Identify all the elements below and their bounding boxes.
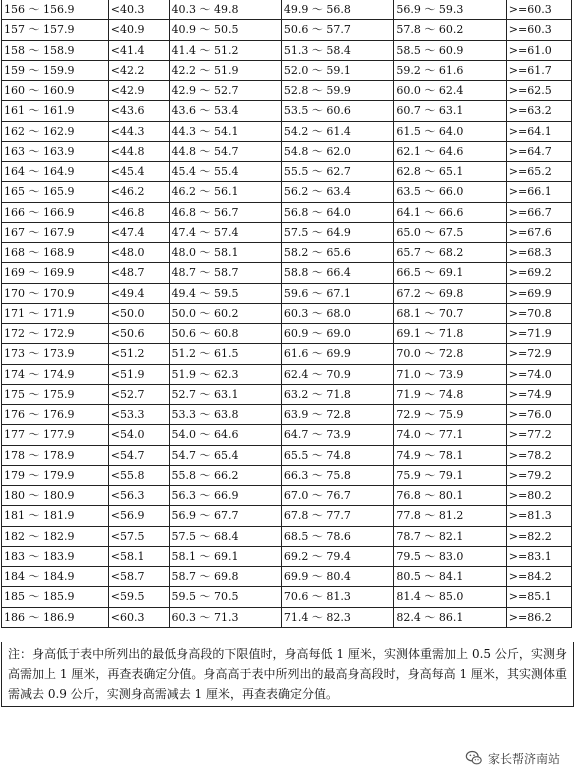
height-range-cell: 177 ～ 177.9	[2, 425, 109, 445]
below-threshold-cell: <56.9	[108, 506, 169, 526]
height-range-cell: 180 ～ 180.9	[2, 486, 109, 506]
range-cell-4: 60.0 ～ 62.4	[394, 81, 506, 101]
above-threshold-cell: >=60.3	[506, 20, 571, 40]
above-threshold-cell: >=72.9	[506, 344, 571, 364]
below-threshold-cell: <42.9	[108, 81, 169, 101]
below-threshold-cell: <44.8	[108, 141, 169, 161]
range-cell-3: 60.9 ～ 69.0	[281, 324, 393, 344]
below-threshold-cell: <46.8	[108, 202, 169, 222]
range-cell-4: 68.1 ～ 70.7	[394, 303, 506, 323]
above-threshold-cell: >=67.6	[506, 222, 571, 242]
range-cell-4: 65.0 ～ 67.5	[394, 222, 506, 242]
height-range-cell: 160 ～ 160.9	[2, 81, 109, 101]
above-threshold-cell: >=83.1	[506, 546, 571, 566]
height-range-cell: 179 ～ 179.9	[2, 465, 109, 485]
above-threshold-cell: >=74.0	[506, 364, 571, 384]
above-threshold-cell: >=61.0	[506, 40, 571, 60]
above-threshold-cell: >=60.3	[506, 0, 571, 20]
range-cell-2: 53.3 ～ 63.8	[169, 405, 281, 425]
above-threshold-cell: >=62.5	[506, 81, 571, 101]
above-threshold-cell: >=85.1	[506, 587, 571, 607]
table-row	[2, 607, 572, 627]
range-cell-2: 55.8 ～ 66.2	[169, 465, 281, 485]
above-threshold-cell: >=79.2	[506, 465, 571, 485]
range-cell-4: 78.7 ～ 82.1	[394, 526, 506, 546]
height-range-cell: 173 ～ 173.9	[2, 344, 109, 364]
range-cell-3: 71.4 ～ 82.3	[281, 607, 393, 627]
table-row	[2, 81, 572, 101]
range-cell-2: 47.4 ～ 57.4	[169, 222, 281, 242]
range-cell-3: 70.6 ～ 81.3	[281, 587, 393, 607]
range-cell-3: 52.8 ～ 59.9	[281, 81, 393, 101]
below-threshold-cell: <51.9	[108, 364, 169, 384]
range-cell-3: 69.9 ～ 80.4	[281, 567, 393, 587]
height-range-cell: 166 ～ 166.9	[2, 202, 109, 222]
range-cell-3: 52.0 ～ 59.1	[281, 60, 393, 80]
range-cell-4: 69.1 ～ 71.8	[394, 324, 506, 344]
above-threshold-cell: >=65.2	[506, 162, 571, 182]
range-cell-2: 56.9 ～ 67.7	[169, 506, 281, 526]
range-cell-3: 55.5 ～ 62.7	[281, 162, 393, 182]
range-cell-4: 80.5 ～ 84.1	[394, 567, 506, 587]
below-threshold-cell: <60.3	[108, 607, 169, 627]
height-range-cell: 161 ～ 161.9	[2, 101, 109, 121]
below-threshold-cell: <55.8	[108, 465, 169, 485]
range-cell-3: 65.5 ～ 74.8	[281, 445, 393, 465]
height-range-cell: 183 ～ 183.9	[2, 546, 109, 566]
range-cell-2: 41.4 ～ 51.2	[169, 40, 281, 60]
height-range-cell: 175 ～ 175.9	[2, 384, 109, 404]
height-range-cell: 182 ～ 182.9	[2, 526, 109, 546]
height-range-cell: 172 ～ 172.9	[2, 324, 109, 344]
above-threshold-cell: >=64.1	[506, 121, 571, 141]
height-range-cell: 186 ～ 186.9	[2, 607, 109, 627]
range-cell-4: 58.5 ～ 60.9	[394, 40, 506, 60]
watermark-text: 家长帮济南站	[487, 751, 560, 766]
range-cell-4: 60.7 ～ 63.1	[394, 101, 506, 121]
height-range-cell: 171 ～ 171.9	[2, 303, 109, 323]
range-cell-2: 50.0 ～ 60.2	[169, 303, 281, 323]
range-cell-2: 46.8 ～ 56.7	[169, 202, 281, 222]
footnote: 注：身高低于表中所列出的最低身高段的下限值时，身高每低 1 厘米，实测体重需加上 0.5 公斤，实测身高需加上 1 厘米，再查表确定分值。身高高于表中所列出的最高身高段时，身高每高 1 厘米，其实测体重需减去 0.9 公斤，实测身高需减去 1 厘米，再查表确定分值。	[1, 642, 574, 707]
range-cell-4: 64.1 ～ 66.6	[394, 202, 506, 222]
table-row	[2, 60, 572, 80]
range-cell-2: 52.7 ～ 63.1	[169, 384, 281, 404]
range-cell-4: 82.4 ～ 86.1	[394, 607, 506, 627]
below-threshold-cell: <41.4	[108, 40, 169, 60]
table-row	[2, 344, 572, 364]
range-cell-3: 58.8 ～ 66.4	[281, 263, 393, 283]
above-threshold-cell: >=84.2	[506, 567, 571, 587]
range-cell-2: 45.4 ～ 55.4	[169, 162, 281, 182]
table-row	[2, 0, 572, 20]
below-threshold-cell: <52.7	[108, 384, 169, 404]
range-cell-3: 69.2 ～ 79.4	[281, 546, 393, 566]
table-row	[2, 567, 572, 587]
range-cell-2: 40.9 ～ 50.5	[169, 20, 281, 40]
range-cell-2: 58.7 ～ 69.8	[169, 567, 281, 587]
range-cell-2: 51.2 ～ 61.5	[169, 344, 281, 364]
above-threshold-cell: >=69.2	[506, 263, 571, 283]
range-cell-3: 67.8 ～ 77.7	[281, 506, 393, 526]
above-threshold-cell: >=82.2	[506, 526, 571, 546]
range-cell-3: 50.6 ～ 57.7	[281, 20, 393, 40]
range-cell-4: 72.9 ～ 75.9	[394, 405, 506, 425]
table-row	[2, 364, 572, 384]
range-cell-4: 79.5 ～ 83.0	[394, 546, 506, 566]
below-threshold-cell: <44.3	[108, 121, 169, 141]
below-threshold-cell: <58.1	[108, 546, 169, 566]
range-cell-4: 70.0 ～ 72.8	[394, 344, 506, 364]
range-cell-2: 42.2 ～ 51.9	[169, 60, 281, 80]
range-cell-4: 63.5 ～ 66.0	[394, 182, 506, 202]
height-range-cell: 184 ～ 184.9	[2, 567, 109, 587]
height-range-cell: 174 ～ 174.9	[2, 364, 109, 384]
above-threshold-cell: >=68.3	[506, 243, 571, 263]
height-range-cell: 163 ～ 163.9	[2, 141, 109, 161]
range-cell-3: 49.9 ～ 56.8	[281, 0, 393, 20]
below-threshold-cell: <59.5	[108, 587, 169, 607]
range-cell-2: 44.8 ～ 54.7	[169, 141, 281, 161]
below-threshold-cell: <50.0	[108, 303, 169, 323]
above-threshold-cell: >=80.2	[506, 486, 571, 506]
table-row	[2, 101, 572, 121]
below-threshold-cell: <40.9	[108, 20, 169, 40]
height-range-cell: 156 ～ 156.9	[2, 0, 109, 20]
range-cell-3: 66.3 ～ 75.8	[281, 465, 393, 485]
below-threshold-cell: <53.3	[108, 405, 169, 425]
range-cell-2: 50.6 ～ 60.8	[169, 324, 281, 344]
table-row	[2, 506, 572, 526]
range-cell-2: 51.9 ～ 62.3	[169, 364, 281, 384]
range-cell-4: 75.9 ～ 79.1	[394, 465, 506, 485]
range-cell-4: 71.0 ～ 73.9	[394, 364, 506, 384]
above-threshold-cell: >=70.8	[506, 303, 571, 323]
table-row	[2, 526, 572, 546]
height-range-cell: 170 ～ 170.9	[2, 283, 109, 303]
below-threshold-cell: <48.0	[108, 243, 169, 263]
range-cell-3: 54.2 ～ 61.4	[281, 121, 393, 141]
range-cell-2: 48.7 ～ 58.7	[169, 263, 281, 283]
range-cell-4: 62.1 ～ 64.6	[394, 141, 506, 161]
range-cell-4: 67.2 ～ 69.8	[394, 283, 506, 303]
range-cell-2: 49.4 ～ 59.5	[169, 283, 281, 303]
range-cell-4: 59.2 ～ 61.6	[394, 60, 506, 80]
table-row	[2, 202, 572, 222]
range-cell-3: 57.5 ～ 64.9	[281, 222, 393, 242]
below-threshold-cell: <58.7	[108, 567, 169, 587]
table-row	[2, 263, 572, 283]
range-cell-2: 48.0 ～ 58.1	[169, 243, 281, 263]
above-threshold-cell: >=86.2	[506, 607, 571, 627]
table-row	[2, 283, 572, 303]
height-range-cell: 157 ～ 157.9	[2, 20, 109, 40]
range-cell-3: 64.7 ～ 73.9	[281, 425, 393, 445]
below-threshold-cell: <54.0	[108, 425, 169, 445]
range-cell-2: 59.5 ～ 70.5	[169, 587, 281, 607]
table-row	[2, 405, 572, 425]
below-threshold-cell: <45.4	[108, 162, 169, 182]
range-cell-2: 46.2 ～ 56.1	[169, 182, 281, 202]
table-row	[2, 546, 572, 566]
height-range-cell: 178 ～ 178.9	[2, 445, 109, 465]
height-range-cell: 176 ～ 176.9	[2, 405, 109, 425]
above-threshold-cell: >=78.2	[506, 445, 571, 465]
above-threshold-cell: >=81.3	[506, 506, 571, 526]
table-row	[2, 486, 572, 506]
table-row	[2, 20, 572, 40]
range-cell-4: 61.5 ～ 64.0	[394, 121, 506, 141]
range-cell-4: 57.8 ～ 60.2	[394, 20, 506, 40]
wechat-icon	[465, 749, 483, 767]
range-cell-3: 62.4 ～ 70.9	[281, 364, 393, 384]
above-threshold-cell: >=63.2	[506, 101, 571, 121]
table-row	[2, 445, 572, 465]
watermark	[465, 748, 560, 768]
below-threshold-cell: <50.6	[108, 324, 169, 344]
below-threshold-cell: <49.4	[108, 283, 169, 303]
height-range-cell: 159 ～ 159.9	[2, 60, 109, 80]
table-row	[2, 40, 572, 60]
table-row	[2, 222, 572, 242]
range-cell-4: 56.9 ～ 59.3	[394, 0, 506, 20]
table-row	[2, 243, 572, 263]
height-range-cell: 168 ～ 168.9	[2, 243, 109, 263]
below-threshold-cell: <54.7	[108, 445, 169, 465]
height-range-cell: 165 ～ 165.9	[2, 182, 109, 202]
range-cell-2: 58.1 ～ 69.1	[169, 546, 281, 566]
above-threshold-cell: >=69.9	[506, 283, 571, 303]
table-row	[2, 303, 572, 323]
above-threshold-cell: >=66.7	[506, 202, 571, 222]
below-threshold-cell: <47.4	[108, 222, 169, 242]
height-range-cell: 162 ～ 162.9	[2, 121, 109, 141]
height-range-cell: 158 ～ 158.9	[2, 40, 109, 60]
table-row	[2, 162, 572, 182]
range-cell-2: 60.3 ～ 71.3	[169, 607, 281, 627]
range-cell-2: 57.5 ～ 68.4	[169, 526, 281, 546]
range-cell-2: 56.3 ～ 66.9	[169, 486, 281, 506]
above-threshold-cell: >=76.0	[506, 405, 571, 425]
below-threshold-cell: <40.3	[108, 0, 169, 20]
height-range-cell: 185 ～ 185.9	[2, 587, 109, 607]
range-cell-3: 60.3 ～ 68.0	[281, 303, 393, 323]
table-row	[2, 324, 572, 344]
below-threshold-cell: <56.3	[108, 486, 169, 506]
range-cell-3: 53.5 ～ 60.6	[281, 101, 393, 121]
table-row	[2, 182, 572, 202]
range-cell-4: 77.8 ～ 81.2	[394, 506, 506, 526]
range-cell-4: 65.7 ～ 68.2	[394, 243, 506, 263]
range-cell-4: 81.4 ～ 85.0	[394, 587, 506, 607]
range-cell-2: 54.7 ～ 65.4	[169, 445, 281, 465]
range-cell-4: 74.0 ～ 77.1	[394, 425, 506, 445]
range-cell-3: 63.9 ～ 72.8	[281, 405, 393, 425]
height-range-cell: 169 ～ 169.9	[2, 263, 109, 283]
range-cell-3: 68.5 ～ 78.6	[281, 526, 393, 546]
table-body	[2, 0, 572, 627]
range-cell-4: 71.9 ～ 74.8	[394, 384, 506, 404]
above-threshold-cell: >=61.7	[506, 60, 571, 80]
range-cell-4: 76.8 ～ 80.1	[394, 486, 506, 506]
range-cell-3: 54.8 ～ 62.0	[281, 141, 393, 161]
range-cell-4: 66.5 ～ 69.1	[394, 263, 506, 283]
range-cell-3: 67.0 ～ 76.7	[281, 486, 393, 506]
range-cell-2: 42.9 ～ 52.7	[169, 81, 281, 101]
height-range-cell: 167 ～ 167.9	[2, 222, 109, 242]
above-threshold-cell: >=77.2	[506, 425, 571, 445]
range-cell-2: 54.0 ～ 64.6	[169, 425, 281, 445]
range-cell-3: 56.2 ～ 63.4	[281, 182, 393, 202]
range-cell-3: 61.6 ～ 69.9	[281, 344, 393, 364]
range-cell-2: 43.6 ～ 53.4	[169, 101, 281, 121]
below-threshold-cell: <43.6	[108, 101, 169, 121]
below-threshold-cell: <46.2	[108, 182, 169, 202]
above-threshold-cell: >=74.9	[506, 384, 571, 404]
below-threshold-cell: <57.5	[108, 526, 169, 546]
range-cell-3: 63.2 ～ 71.8	[281, 384, 393, 404]
table-row	[2, 425, 572, 445]
table-row	[2, 465, 572, 485]
range-cell-2: 40.3 ～ 49.8	[169, 0, 281, 20]
above-threshold-cell: >=66.1	[506, 182, 571, 202]
range-cell-3: 56.8 ～ 64.0	[281, 202, 393, 222]
below-threshold-cell: <51.2	[108, 344, 169, 364]
range-cell-3: 59.6 ～ 67.1	[281, 283, 393, 303]
table-row	[2, 141, 572, 161]
table-row	[2, 384, 572, 404]
height-range-cell: 181 ～ 181.9	[2, 506, 109, 526]
above-threshold-cell: >=71.9	[506, 324, 571, 344]
above-threshold-cell: >=64.7	[506, 141, 571, 161]
below-threshold-cell: <42.2	[108, 60, 169, 80]
height-range-cell: 164 ～ 164.9	[2, 162, 109, 182]
below-threshold-cell: <48.7	[108, 263, 169, 283]
range-cell-4: 62.8 ～ 65.1	[394, 162, 506, 182]
height-weight-table	[1, 0, 572, 628]
range-cell-2: 44.3 ～ 54.1	[169, 121, 281, 141]
range-cell-4: 74.9 ～ 78.1	[394, 445, 506, 465]
table-row	[2, 121, 572, 141]
range-cell-3: 58.2 ～ 65.6	[281, 243, 393, 263]
table-row	[2, 587, 572, 607]
range-cell-3: 51.3 ～ 58.4	[281, 40, 393, 60]
